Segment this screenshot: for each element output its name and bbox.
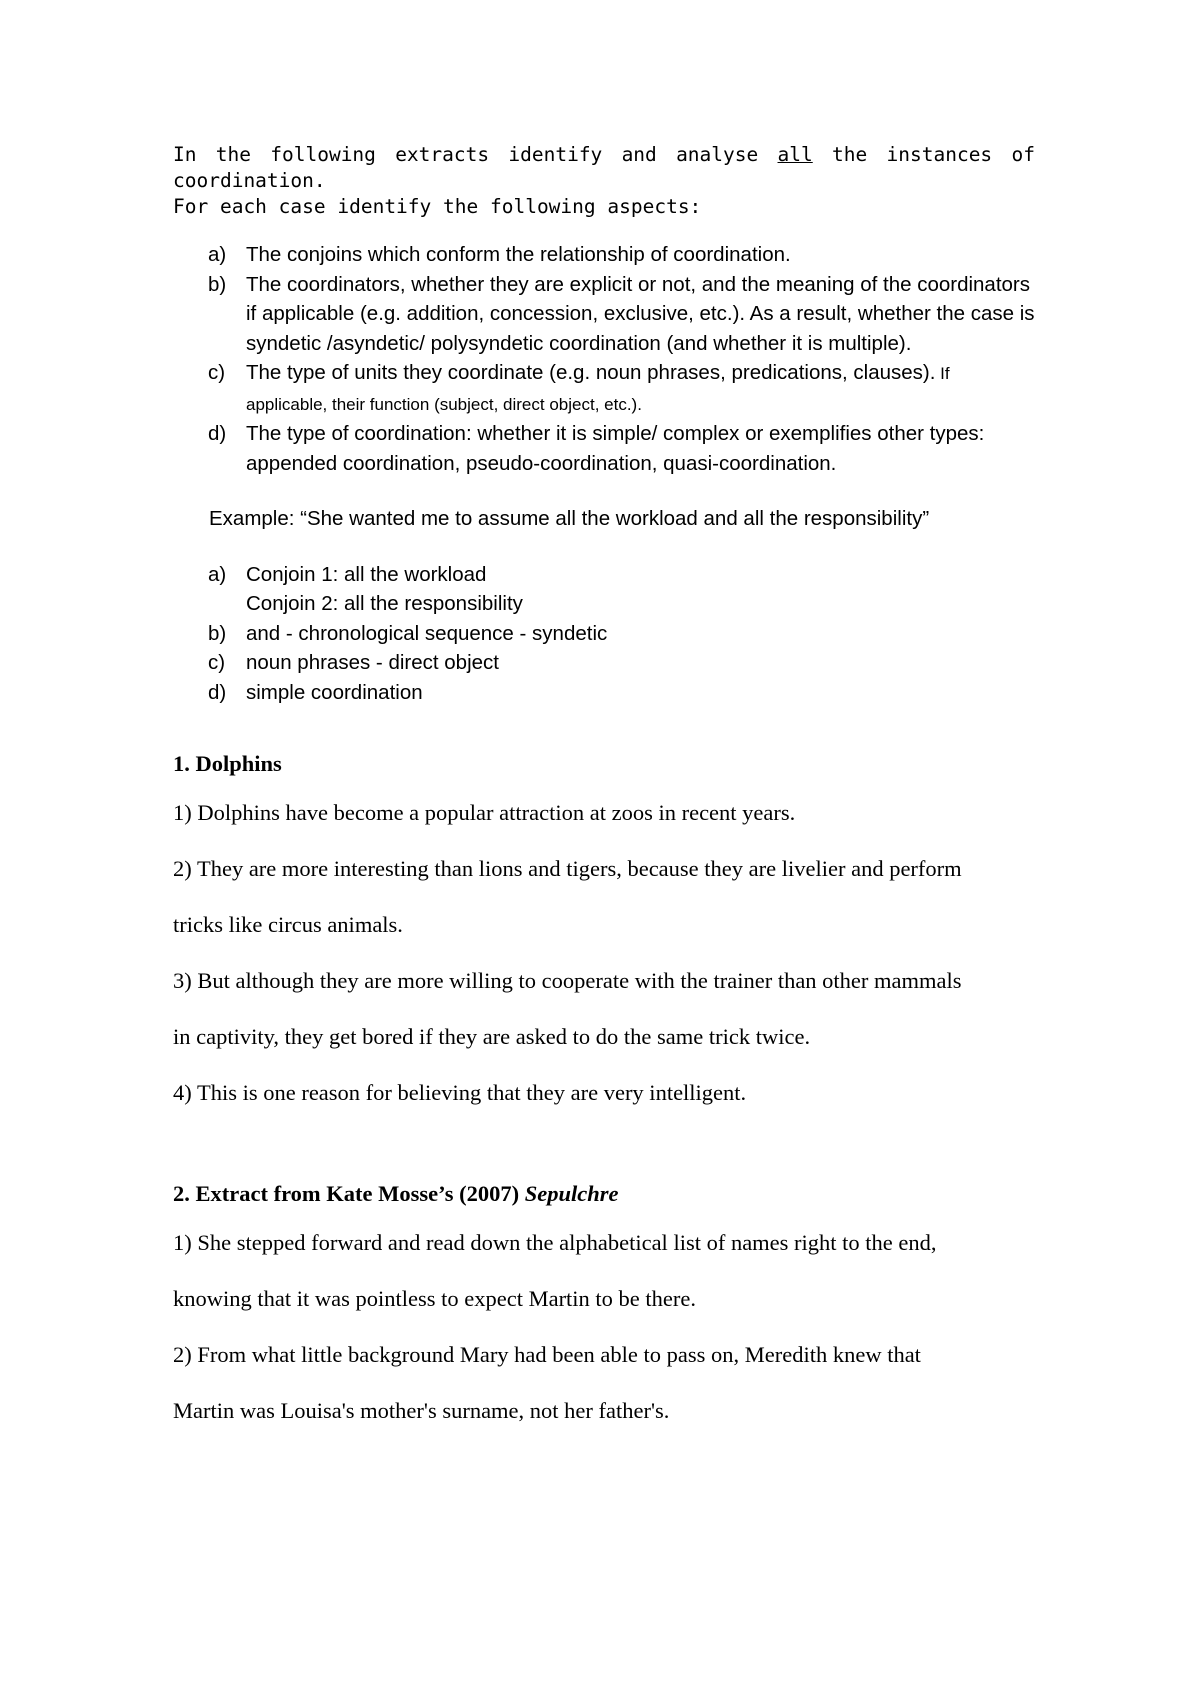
instruction-word: and — [621, 143, 657, 166]
aspect-marker: d) — [208, 422, 227, 445]
aspects-list — [173, 240, 1035, 478]
section-2-sentence: knowing that it was pointless to expect Martin to be there. — [173, 1286, 697, 1311]
instruction-word: In — [173, 143, 197, 166]
section-2-title — [173, 1181, 1035, 1207]
section-2-title-book: Sepulchre — [524, 1181, 619, 1206]
aspect-marker: c) — [208, 361, 226, 384]
answer-line: Conjoin 2: all the responsibility — [246, 592, 523, 615]
section-2-body — [173, 1215, 1035, 1439]
section-2-title-prefix: 2. Extract from Kate Mosse’s (2007) — [173, 1181, 525, 1206]
instruction-line-1 — [173, 142, 1035, 168]
instruction-word: instances — [886, 143, 993, 166]
instruction-line-3: For each case identify the following aspects: — [173, 195, 702, 218]
instruction-word: extracts — [395, 143, 490, 166]
aspect-d — [173, 419, 1035, 478]
section-1-body — [173, 785, 1035, 1121]
instruction-word: the — [215, 143, 251, 166]
aspect-c — [173, 358, 1035, 419]
answer-a — [173, 560, 1035, 619]
example-answers — [173, 560, 1035, 708]
aspect-text: The coordinators, whether they are explicit or not, and the meaning of the coordinators if applicable (e.g. addition, concession, exclusive, etc.). As a result, whether the case is syndetic /asyndetic/ polysyndetic coordination (and whether it is multiple). — [246, 272, 1035, 355]
instruction-word: of — [1011, 143, 1035, 166]
aspect-text: The type of units they coordinate (e.g. noun phrases, predications, clauses). — [246, 361, 936, 384]
aspect-text-small: If applicable, their function (subject, direct object, etc.). — [246, 364, 950, 414]
answer-marker: b) — [208, 621, 227, 645]
section-1-sentence: 4) This is one reason for believing that they are very intelligent. — [173, 1080, 747, 1105]
answer-marker: a) — [208, 562, 227, 586]
answer-marker: c) — [208, 651, 226, 674]
aspect-b — [173, 270, 1035, 359]
answer-b — [173, 619, 1035, 649]
example-intro: Example: “She wanted me to assume all the workload and all the responsibility” — [209, 507, 930, 530]
answer-c — [173, 648, 1035, 678]
aspect-a — [173, 240, 1035, 270]
section-1-sentence: 2) They are more interesting than lions and tigers, because they are livelier and perform — [173, 856, 962, 881]
section-1-title: 1. Dolphins — [173, 751, 282, 776]
document-page — [173, 142, 1035, 1439]
instruction-word: identify — [508, 143, 603, 166]
section-2-sentence: 2) From what little background Mary had been able to pass on, Meredith knew that — [173, 1342, 921, 1367]
section-2-sentence: 1) She stepped forward and read down the alphabetical list of names right to the end, — [173, 1230, 937, 1255]
aspect-text: The conjoins which conform the relationship of coordination. — [246, 243, 791, 266]
instruction-line-2: coordination. — [173, 169, 326, 192]
answer-line: simple coordination — [246, 680, 423, 704]
aspect-marker: b) — [208, 272, 227, 296]
instruction-word: analyse — [676, 143, 759, 166]
section-1-sentence: tricks like circus animals. — [173, 912, 403, 937]
answer-marker: d) — [208, 680, 227, 704]
instruction-word: following — [270, 143, 376, 166]
aspect-text: The type of coordination: whether it is simple/ complex or exemplifies other types: appended coordination, pseudo-coordination, quasi-coordination. — [246, 422, 985, 475]
answer-line: Conjoin 1: all the workload — [246, 562, 487, 586]
answer-line: noun phrases - direct object — [246, 651, 499, 674]
instruction-word: all — [777, 143, 813, 166]
section-1-sentence: in captivity, they get bored if they are asked to do the same trick twice. — [173, 1024, 811, 1049]
answer-line: and - chronological sequence - syndetic — [246, 621, 608, 645]
aspect-marker: a) — [208, 243, 227, 266]
answer-d — [173, 678, 1035, 708]
instruction-word: the — [832, 143, 868, 166]
section-2-sentence: Martin was Louisa's mother's surname, not her father's. — [173, 1398, 670, 1423]
section-1-sentence: 1) Dolphins have become a popular attraction at zoos in recent years. — [173, 800, 796, 825]
section-1-sentence: 3) But although they are more willing to cooperate with the trainer than other mammals — [173, 968, 962, 993]
